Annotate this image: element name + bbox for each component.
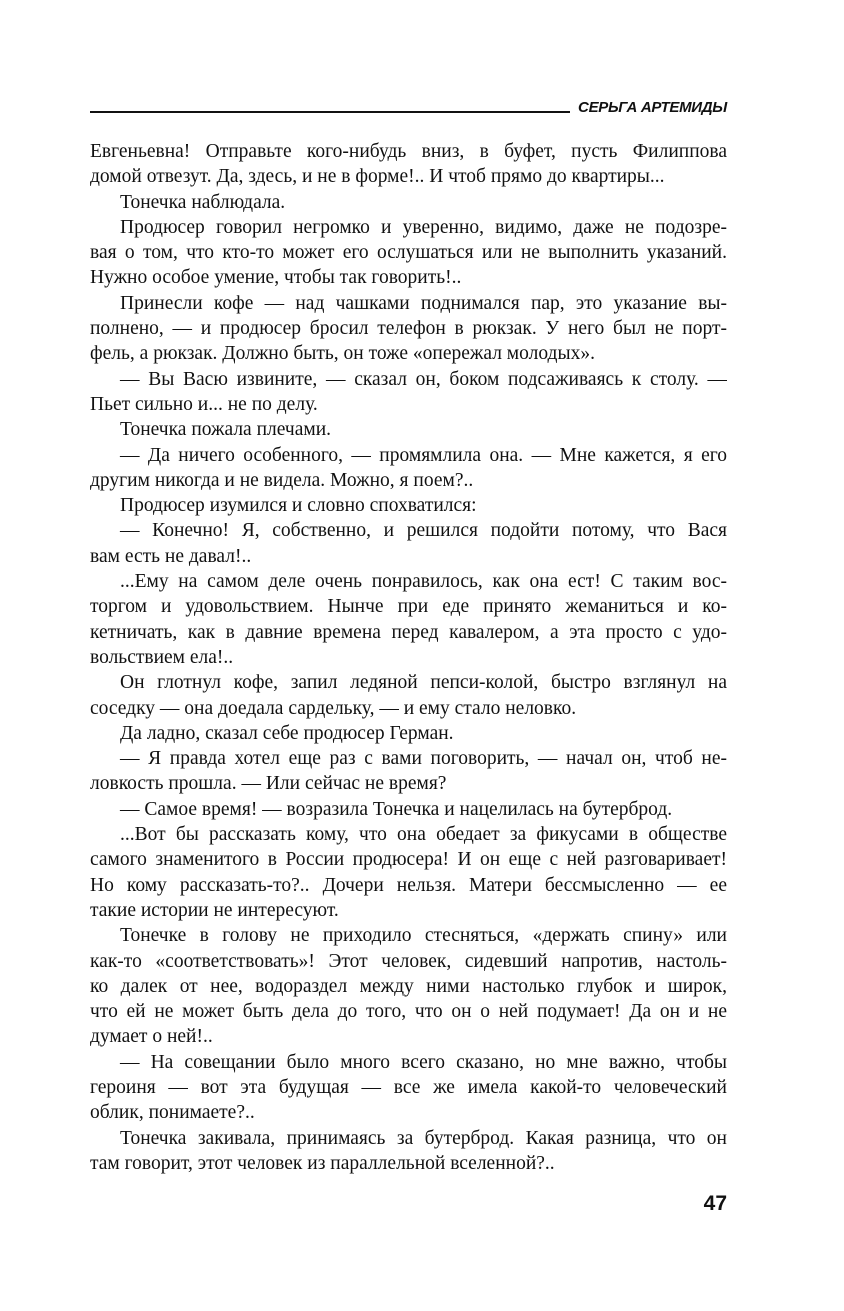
text-line: думает о ней!..: [90, 1026, 213, 1048]
text-line: кетничать, как в давние времена перед кавалером, а эта просто с удо-: [90, 621, 727, 643]
text-line: Тонечке в голову не приходило стесняться, «держать спину» или: [120, 925, 727, 947]
text-line: другим никогда и не видела. Можно, я поем?..: [90, 469, 474, 491]
text-line: Тонечка наблюдала.: [120, 191, 286, 213]
text-line: облик, понимаете?..: [90, 1102, 255, 1124]
text-line: Нужно особое умение, чтобы так говорить!..: [90, 267, 462, 289]
text-line: — На совещании было много всего сказано, но мне важно, чтобы: [120, 1051, 727, 1073]
text-line: там говорит, этот человек из параллельной вселенной?..: [90, 1152, 555, 1174]
text-line: что ей не может быть дела до того, что он о ней подумает! Да он и не: [90, 1001, 727, 1023]
text-line: — Самое время! — возразила Тонечка и нацелилась на бутерброд.: [120, 798, 673, 820]
text-line: соседку — она доедала сардельку, — и ему стало неловко.: [90, 697, 577, 719]
text-line: — Я правда хотел еще раз с вами поговорить, — начал он, чтоб не-: [120, 748, 727, 770]
text-line: торгом и удовольствием. Нынче при еде принято жеманиться и ко-: [90, 596, 727, 618]
text-line: Тонечка закивала, принимаясь за бутерброд. Какая разница, что он: [120, 1127, 727, 1149]
text-line: — Да ничего особенного, — промямлила она. — Мне кажется, я его: [120, 444, 727, 466]
text-line: самого знаменитого в России продюсера! И он еще с ней разговаривает!: [90, 849, 727, 871]
text-line: вольствием ела!..: [90, 646, 234, 668]
text-line: ...Ему на самом деле очень понравилось, как она ест! С таким вос-: [120, 571, 727, 593]
text-line: домой отвезут. Да, здесь, и не в форме!.. И чтоб прямо до квартиры...: [90, 166, 665, 188]
text-line: Он глотнул кофе, запил ледяной пепси-колой, быстро взглянул на: [120, 672, 727, 694]
text-line: ко далек от нее, водораздел между ними настолько глубок и широк,: [90, 975, 727, 997]
text-line: героиня — вот эта будущая — все же имела какой-то человеческий: [90, 1076, 727, 1098]
body-text: [90, 139, 727, 1176]
text-line: — Конечно! Я, собственно, и решился подойти потому, что Вася: [120, 520, 727, 542]
text-line: вам есть не давал!..: [90, 545, 252, 567]
text-line: — Вы Васю извините, — сказал он, боком подсаживаясь к столу. —: [120, 368, 727, 390]
text-line: Евгеньевна! Отправьте кого-нибудь вниз, в буфет, пусть Филиппова: [90, 141, 727, 162]
text-line: Продюсер изумился и словно спохватился:: [120, 495, 477, 517]
text-line: вая о том, что кто-то может его ослушаться или не выполнить указаний.: [90, 242, 727, 264]
running-title: СЕРЬГА АРТЕМИДЫ: [578, 99, 727, 116]
text-line: Принесли кофе — над чашками поднимался пар, это указание вы-: [120, 292, 727, 314]
text-line: Тонечка пожала плечами.: [120, 419, 332, 441]
text-line: ...Вот бы рассказать кому, что она обедает за фикусами в обществе: [120, 824, 727, 846]
page-number: 47: [703, 1192, 727, 1215]
text-line: фель, а рюкзак. Должно быть, он тоже «опережал молодых».: [90, 343, 595, 365]
text-line: Да ладно, сказал себе продюсер Герман.: [120, 722, 454, 744]
text-line: такие истории не интересуют.: [90, 899, 339, 921]
text-line: полнено, — и продюсер бросил телефон в рюкзак. У него был не порт-: [90, 318, 727, 340]
text-line: Пьет сильно и... не по делу.: [90, 393, 318, 415]
text-line: Продюсер говорил негромко и уверенно, видимо, даже не подозре-: [120, 216, 727, 238]
header-rule: [90, 111, 570, 113]
text-line: как-то «соответствовать»! Этот человек, сидевший напротив, настоль-: [90, 950, 727, 972]
text-line: ловкость прошла. — Или сейчас не время?: [90, 773, 447, 795]
text-line: Но кому рассказать-то?.. Дочери нельзя. Матери бессмысленно — ее: [90, 874, 727, 896]
